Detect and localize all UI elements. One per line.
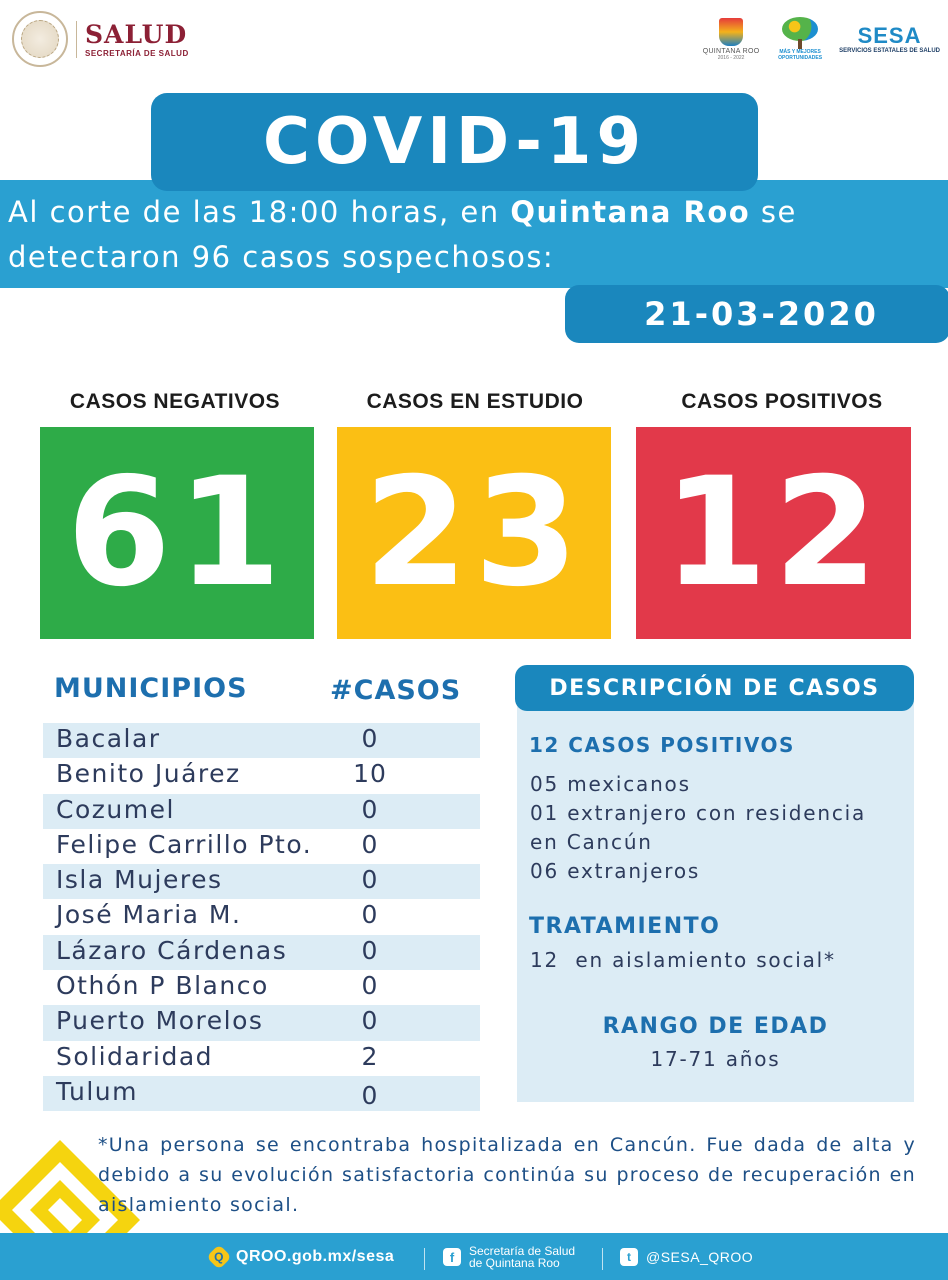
partner-logos [701,8,940,70]
municipio-name: Lázaro Cárdenas [56,935,288,965]
negativos-counter [40,427,314,639]
footnote: *Una persona se encontraba hospitalizada en Cancún. Fue dada de alta y debido a su evolución satisfactoria continúa su proceso de recuperación en aislamiento social. [98,1134,916,1216]
intro-part1: Al corte de las 18:00 horas, en [8,195,511,229]
quintana-roo-shield-icon [719,18,743,46]
positivos-label: CASOS POSITIVOS [681,390,883,413]
table-row [43,970,480,1005]
table-row [43,864,480,899]
descripcion-header-banner [515,665,914,711]
edad-title: RANGO DE EDAD [602,1014,829,1039]
page-title-banner [151,93,758,191]
oport-line1: MÁS Y MEJORES [779,49,821,55]
intro-text [8,190,943,280]
report-date: 21-03-2020 [644,295,879,333]
estudio-label: CASOS EN ESTUDIO [366,390,584,413]
municipio-cases: 0 [361,865,379,895]
municipio-name: Solidaridad [56,1041,214,1071]
estudio-value: 23 [363,446,585,620]
municipio-cases: 0 [361,829,379,859]
table-row [43,935,480,970]
footer-fb-line2: de Quintana Roo [469,1256,560,1270]
qroo-logo-years: 2016 - 2022 [717,54,745,61]
table-row [43,1041,480,1076]
edad-line: 17-71 años [650,1047,781,1071]
municipio-name: Benito Juárez [56,759,241,789]
footer-fb-line1: Secretaría de Salud [469,1244,576,1258]
positivos-line: 01 extranjero con residencia [530,801,867,825]
municipio-name: Felipe Carrillo Pto. [56,829,313,859]
table-row [43,899,480,934]
municipio-name: Puerto Morelos [56,1006,264,1036]
sesa-title: SESA [857,23,922,48]
positivos-counter [636,427,911,639]
municipio-cases: 10 [353,759,387,789]
qroo-logo-text: QUINTANA ROO [702,47,760,55]
municipio-name: Bacalar [56,724,161,753]
qroo-diamond-icon: Q [206,1244,231,1269]
salud-title: SALUD [85,19,188,49]
table-row [43,829,480,864]
municipio-cases: 2 [361,1041,379,1071]
municipio-name: Othón P Blanco [56,971,269,1001]
table-row [43,1005,480,1040]
positivos-line: 06 extranjeros [530,859,701,883]
footer-divider [424,1248,425,1270]
sesa-logo [839,24,940,54]
municipios-header: MUNICIPIOS [54,673,248,704]
tratamiento-title: TRATAMIENTO [529,914,721,939]
negativos-value: 61 [66,446,288,620]
tratamiento-line: 12 en aislamiento social* [530,948,836,972]
table-row [43,758,480,793]
positivos-line: 05 mexicanos [530,772,691,796]
positivos-title: 12 CASOS POSITIVOS [529,733,795,757]
municipio-cases: 0 [361,724,379,753]
municipio-cases: 0 [361,935,379,965]
municipio-name: Tulum [56,1076,138,1106]
positivos-line: en Cancún [530,830,653,854]
municipio-cases: 0 [361,794,379,824]
twitter-icon: t [620,1248,638,1266]
intro-part2: se detectaron 96 casos sospechosos: [8,195,797,274]
municipio-name: José Maria M. [56,900,242,930]
municipio-cases: 0 [361,1006,379,1036]
negativos-label: CASOS NEGATIVOS [69,390,281,413]
estudio-counter [337,427,611,639]
municipio-name: Isla Mujeres [56,865,223,895]
table-row [43,723,480,758]
footer-web-link[interactable] [210,1245,394,1269]
date-banner [565,285,948,343]
footer-facebook-link[interactable] [443,1245,575,1269]
municipio-name: Cozumel [56,794,175,824]
table-row [43,1076,480,1111]
positivos-value: 12 [663,446,884,620]
footer-divider [602,1248,603,1270]
descripcion-header: DESCRIPCIÓN DE CASOS [549,675,880,701]
municipio-cases: 0 [361,900,379,930]
casos-header: #CASOS [330,675,462,706]
tree-icon [782,17,818,49]
sesa-subtitle: SERVICIOS ESTATALES DE SALUD [839,48,940,54]
oportunidades-logo [773,17,827,61]
page-title: COVID-19 [263,105,646,179]
table-row [43,794,480,829]
quintana-roo-logo [701,18,761,61]
municipios-table [43,723,480,1111]
oport-line2: OPORTUNIDADES [778,55,823,61]
facebook-icon: f [443,1248,461,1266]
footer-twitter-text: @SESA_QROO [646,1249,754,1265]
salud-logo [12,8,202,70]
footer-web-text: QROO.gob.mx/sesa [236,1248,395,1265]
footer-twitter-link[interactable] [620,1245,753,1269]
municipio-cases: 0 [361,971,379,1001]
intro-place: Quintana Roo [510,195,751,229]
municipio-cases: 0 [361,1080,379,1110]
salud-subtitle: SECRETARÍA DE SALUD [85,48,189,58]
mexico-seal-icon [12,11,68,67]
